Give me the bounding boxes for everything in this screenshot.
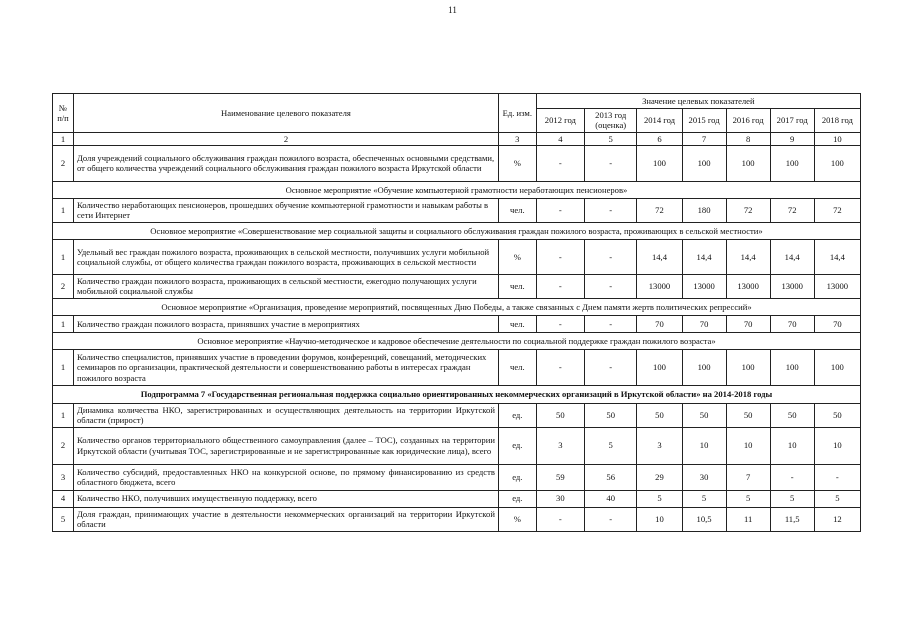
unit: ед. [498, 490, 536, 507]
row-number: 1 [53, 403, 74, 427]
table-row [53, 427, 861, 464]
value-cell: 5 [726, 490, 770, 507]
header-year: 2012 год [536, 109, 584, 133]
section-title: Основное мероприятие «Обучение компьютерной грамотности неработающих пенсионеров» [53, 181, 861, 198]
header-column-number: 1 [53, 132, 74, 145]
unit: чел. [498, 315, 536, 332]
header-values-title: Значение целевых показателей [536, 94, 860, 109]
section-title: Основное мероприятие «Организация, проведение мероприятий, посвященных Дню Победы, а также связанных с Днем памяти жертв политических репрессий» [53, 298, 861, 315]
value-cell: 56 [584, 464, 636, 490]
value-cell: 50 [637, 403, 682, 427]
indicator-name: Количество граждан пожилого возраста, проживающих в сельской местности, ежегодно получающих услуги мобильной социальной службы [73, 274, 498, 298]
header-year: 2013 год (оценка) [584, 109, 636, 133]
table-row [53, 145, 861, 181]
value-cell: 30 [682, 464, 726, 490]
value-cell: - [536, 274, 584, 298]
value-cell: 50 [770, 403, 814, 427]
table-row [53, 274, 861, 298]
row-number: 4 [53, 490, 74, 507]
value-cell: 10 [814, 427, 860, 464]
header-column-number: 3 [498, 132, 536, 145]
indicator-name: Доля учреждений социального обслуживания граждан пожилого возраста, обеспеченных основными средствами, от общего количества учреждений социального обслуживания граждан пожилого возраста Иркутской области [73, 145, 498, 181]
value-cell: 5 [814, 490, 860, 507]
table-row [53, 403, 861, 427]
value-cell: - [814, 464, 860, 490]
unit: ед. [498, 427, 536, 464]
header-column-number: 10 [814, 132, 860, 145]
value-cell: 59 [536, 464, 584, 490]
unit: ед. [498, 403, 536, 427]
row-number: 2 [53, 145, 74, 181]
indicator-name: Доля граждан, принимающих участие в деятельности некоммерческих организаций на территории Иркутской области [73, 507, 498, 531]
row-number: 2 [53, 274, 74, 298]
value-cell: 5 [584, 427, 636, 464]
unit: чел. [498, 349, 536, 385]
row-number: 2 [53, 427, 74, 464]
section-row [53, 298, 861, 315]
unit: чел. [498, 198, 536, 222]
section-row [53, 332, 861, 349]
value-cell: 72 [814, 198, 860, 222]
value-cell: - [536, 315, 584, 332]
indicator-name: Количество неработающих пенсионеров, прошедших обучение компьютерной грамотности и навыкам работы в сети Интернет [73, 198, 498, 222]
value-cell: - [584, 315, 636, 332]
indicator-name: Количество НКО, получивших имущественную поддержку, всего [73, 490, 498, 507]
row-number: 5 [53, 507, 74, 531]
value-cell: 14,4 [637, 239, 682, 274]
value-cell: 5 [682, 490, 726, 507]
value-cell: 40 [584, 490, 636, 507]
header-no: № п/п [53, 94, 74, 133]
value-cell: 14,4 [682, 239, 726, 274]
value-cell: 12 [814, 507, 860, 531]
unit: % [498, 145, 536, 181]
value-cell: 72 [726, 198, 770, 222]
value-cell: 13000 [770, 274, 814, 298]
value-cell: 70 [682, 315, 726, 332]
value-cell: - [584, 145, 636, 181]
indicator-name: Количество граждан пожилого возраста, принявших участие в мероприятиях [73, 315, 498, 332]
table-row [53, 349, 861, 385]
header-column-numbers [53, 132, 861, 145]
value-cell: - [536, 239, 584, 274]
value-cell: - [584, 274, 636, 298]
value-cell: - [584, 507, 636, 531]
header-column-number: 8 [726, 132, 770, 145]
header-year: 2017 год [770, 109, 814, 133]
unit: % [498, 507, 536, 531]
row-number: 1 [53, 349, 74, 385]
value-cell: 10 [726, 427, 770, 464]
value-cell: 7 [726, 464, 770, 490]
value-cell: 50 [536, 403, 584, 427]
section-title: Подпрограмма 7 «Государственная региональная поддержка социально ориентированных некоммерческих организаций в Иркутской области» на 2014-2018 годы [53, 385, 861, 403]
value-cell: 5 [770, 490, 814, 507]
value-cell: - [770, 464, 814, 490]
value-cell: 13000 [726, 274, 770, 298]
page-number: 11 [448, 5, 457, 15]
value-cell: 100 [770, 349, 814, 385]
value-cell: 14,4 [770, 239, 814, 274]
value-cell: - [584, 239, 636, 274]
value-cell: 100 [682, 349, 726, 385]
value-cell: - [536, 145, 584, 181]
value-cell: - [536, 198, 584, 222]
value-cell: 70 [726, 315, 770, 332]
indicator-name: Динамика количества НКО, зарегистрированных и осуществляющих деятельность на территории Иркутской области (прирост) [73, 403, 498, 427]
table-row [53, 198, 861, 222]
section-title: Основное мероприятие «Научно-методическое и кадровое обеспечение деятельности по социальной поддержке граждан пожилого возраста» [53, 332, 861, 349]
value-cell: 14,4 [726, 239, 770, 274]
row-number: 3 [53, 464, 74, 490]
header-column-number: 4 [536, 132, 584, 145]
value-cell: 29 [637, 464, 682, 490]
table-body [53, 145, 861, 531]
value-cell: 10 [637, 507, 682, 531]
section-title: Основное мероприятие «Совершенствование мер социальной защиты и социального обслуживания граждан пожилого возраста, проживающих в сельской местности» [53, 222, 861, 239]
value-cell: - [584, 349, 636, 385]
value-cell: 10 [770, 427, 814, 464]
row-number: 1 [53, 239, 74, 274]
value-cell: 13000 [637, 274, 682, 298]
section-row [53, 181, 861, 198]
indicator-name: Удельный вес граждан пожилого возраста, проживающих в сельской местности, получивших услуги мобильной социальной службы, от общего количества граждан пожилого возраста, проживающих в сельской местности [73, 239, 498, 274]
indicator-name: Количество субсидий, предоставленных НКО на конкурсной основе, по прямому финансированию из средств областного бюджета, всего [73, 464, 498, 490]
unit: чел. [498, 274, 536, 298]
header-unit: Ед. изм. [498, 94, 536, 133]
section-row [53, 222, 861, 239]
section-row [53, 385, 861, 403]
table-row [53, 464, 861, 490]
value-cell: 100 [637, 349, 682, 385]
value-cell: 100 [814, 145, 860, 181]
value-cell: 11 [726, 507, 770, 531]
value-cell: 72 [770, 198, 814, 222]
value-cell: 50 [682, 403, 726, 427]
value-cell: 72 [637, 198, 682, 222]
value-cell: 10 [682, 427, 726, 464]
header-column-number: 5 [584, 132, 636, 145]
value-cell: 3 [637, 427, 682, 464]
value-cell: 100 [726, 349, 770, 385]
header-column-number: 6 [637, 132, 682, 145]
value-cell: 100 [726, 145, 770, 181]
value-cell: - [536, 349, 584, 385]
header-column-number: 2 [73, 132, 498, 145]
header-year: 2014 год [637, 109, 682, 133]
value-cell: 70 [770, 315, 814, 332]
value-cell: 3 [536, 427, 584, 464]
value-cell: 100 [814, 349, 860, 385]
header-year: 2016 год [726, 109, 770, 133]
unit: ед. [498, 464, 536, 490]
indicator-name: Количество органов территориального общественного самоуправления (далее – ТОС), созданных на территории Иркутской области (учитывая ТОС, зарегистрированные и не зарегистрированные как юридические лица), всего [73, 427, 498, 464]
value-cell: 11,5 [770, 507, 814, 531]
value-cell: 100 [770, 145, 814, 181]
table-row [53, 490, 861, 507]
value-cell: 50 [814, 403, 860, 427]
header-year: 2015 год [682, 109, 726, 133]
value-cell: 100 [637, 145, 682, 181]
header-column-number: 9 [770, 132, 814, 145]
indicator-name: Количество специалистов, принявших участие в проведении форумов, конференций, совещаний, методических семинаров по организации, практической деятельности и совершенствованию работы в интересах граждан пожилого возраста [73, 349, 498, 385]
value-cell: 14,4 [814, 239, 860, 274]
table-row [53, 315, 861, 332]
value-cell: - [584, 198, 636, 222]
row-number: 1 [53, 315, 74, 332]
value-cell: 70 [637, 315, 682, 332]
value-cell: 100 [682, 145, 726, 181]
value-cell: 13000 [682, 274, 726, 298]
value-cell: 50 [726, 403, 770, 427]
value-cell: 70 [814, 315, 860, 332]
value-cell: 180 [682, 198, 726, 222]
row-number: 1 [53, 198, 74, 222]
header-year: 2018 год [814, 109, 860, 133]
value-cell: - [536, 507, 584, 531]
unit: % [498, 239, 536, 274]
header-name: Наименование целевого показателя [73, 94, 498, 133]
indicators-table [52, 93, 861, 532]
value-cell: 50 [584, 403, 636, 427]
value-cell: 5 [637, 490, 682, 507]
table-row [53, 239, 861, 274]
value-cell: 10,5 [682, 507, 726, 531]
value-cell: 13000 [814, 274, 860, 298]
table-row [53, 507, 861, 531]
header-column-number: 7 [682, 132, 726, 145]
value-cell: 30 [536, 490, 584, 507]
